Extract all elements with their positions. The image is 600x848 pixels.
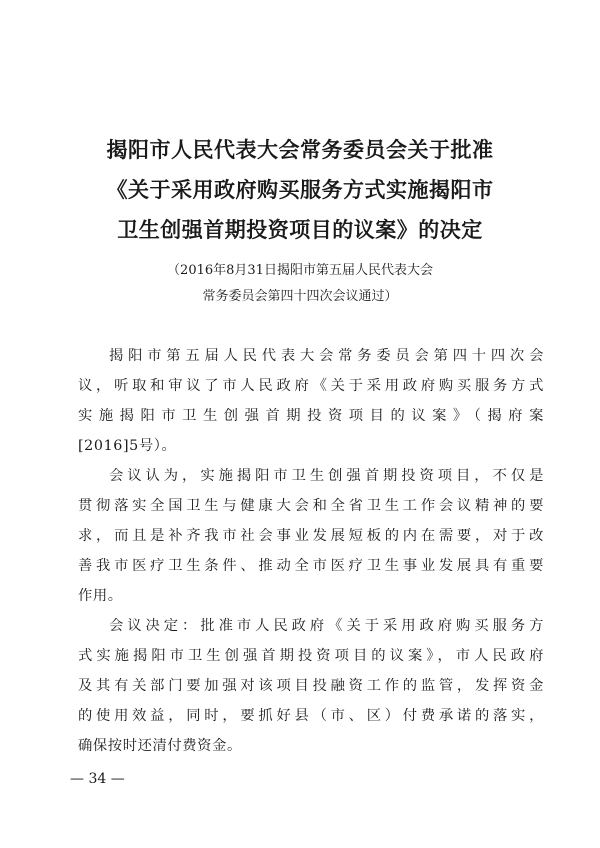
paragraph-line: 及其有关部门要加强对该项目投融资工作的监管，发挥资金 — [78, 678, 544, 694]
title-line: 卫生创强首期投资项目的议案》的决定 — [117, 218, 483, 242]
paragraph-line: [2016]5号）。 — [78, 438, 177, 454]
paragraph-line: 议，听取和审议了市人民政府《关于采用政府购买服务方式 — [78, 378, 544, 394]
adoption-note-line: （2016年8月31日揭阳市第五届人民代表大会 — [167, 263, 433, 278]
paragraph-line: 确保按时还清付费资金。 — [78, 738, 242, 754]
paragraph-opinion — [78, 461, 544, 611]
page-number: — 34 — — [70, 771, 125, 787]
paragraph-line: 揭阳市第五届人民代表大会常务委员会第四十四次会 — [109, 348, 544, 364]
paragraph-line: 会议决定：批准市人民政府《关于采用政府购买服务方 — [109, 618, 544, 634]
document-title — [80, 130, 520, 250]
adoption-note — [100, 258, 500, 310]
paragraph-line: 的使用效益，同时，要抓好县（市、区）付费承诺的落实， — [78, 708, 544, 724]
title-line: 《关于采用政府购买服务方式实施揭阳市 — [106, 178, 494, 202]
paragraph-review — [78, 341, 544, 461]
paragraph-decision — [78, 611, 544, 761]
adoption-note-line: 常务委员会第四十四次会议通过） — [202, 289, 398, 304]
paragraph-line: 善我市医疗卫生条件、推动全市医疗卫生事业发展具有重要 — [78, 558, 544, 574]
paragraph-line: 实施揭阳市卫生创强首期投资项目的议案》（揭府案 — [78, 408, 544, 424]
paragraph-line: 作用。 — [78, 588, 123, 604]
paragraph-line: 贯彻落实全国卫生与健康大会和全省卫生工作会议精神的要 — [78, 498, 544, 514]
paragraph-line: 会议认为，实施揭阳市卫生创强首期投资项目，不仅是 — [109, 468, 544, 484]
paragraph-line: 求，而且是补齐我市社会事业发展短板的内在需要，对于改 — [78, 528, 544, 544]
paragraph-line: 式实施揭阳市卫生创强首期投资项目的议案》，市人民政府 — [78, 648, 544, 664]
title-line: 揭阳市人民代表大会常务委员会关于批准 — [106, 138, 494, 162]
